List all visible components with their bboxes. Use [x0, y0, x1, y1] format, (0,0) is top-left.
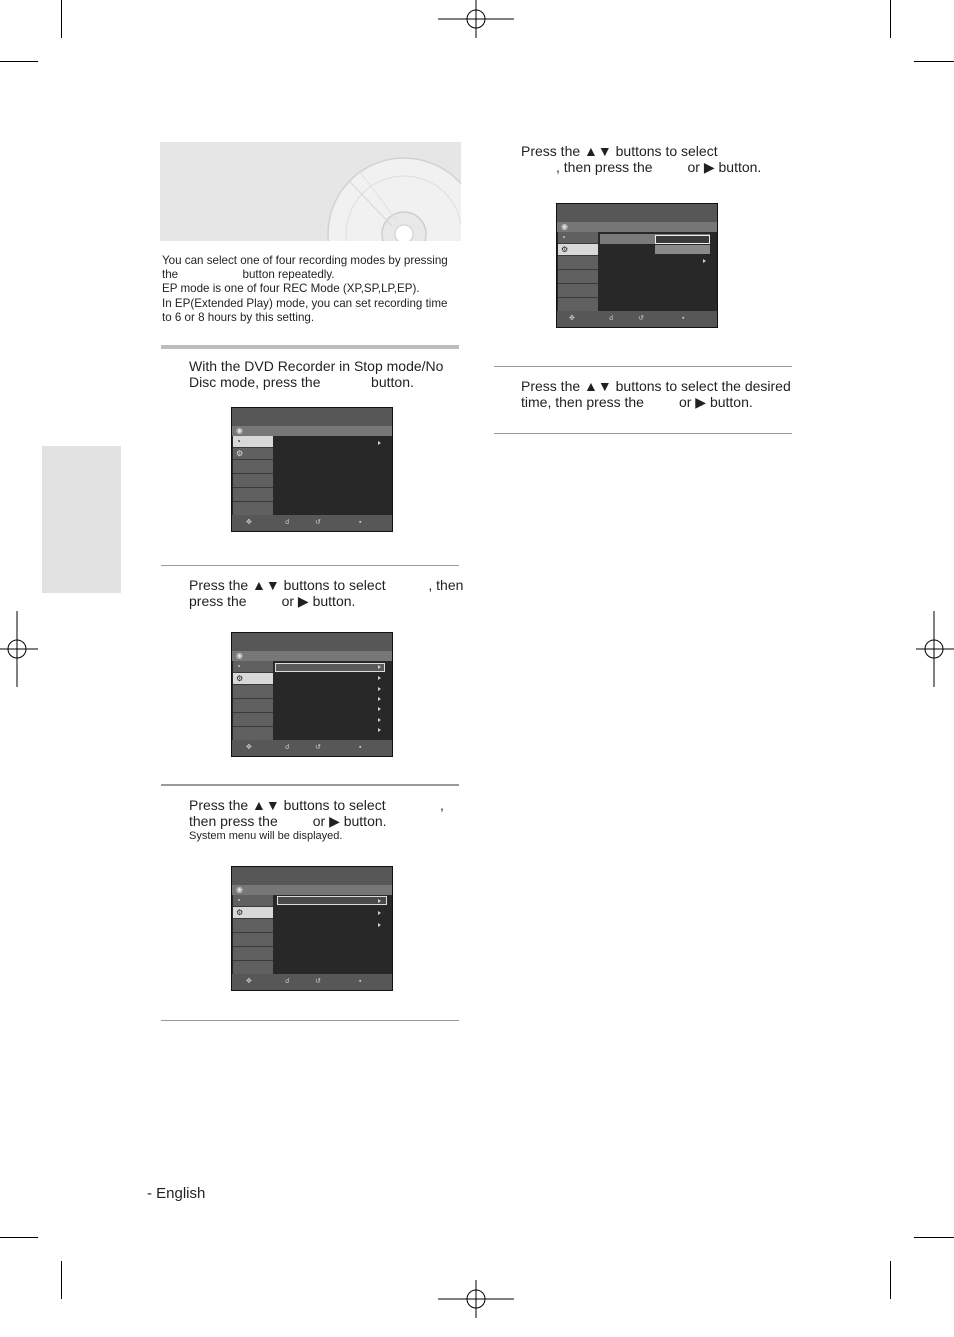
- gear-icon: ⚙: [236, 674, 244, 683]
- step-divider: [161, 1020, 459, 1021]
- osd-screen-menu: [231, 407, 393, 532]
- chapter-side-tab: [42, 446, 121, 593]
- intro-line: In EP(Extended Play) mode, you can set recording time: [162, 296, 448, 310]
- crop-mark: [61, 0, 62, 38]
- arrow-right-icon: [378, 687, 381, 691]
- clock-icon: ◔: [236, 896, 241, 905]
- arrow-right-icon: [378, 676, 381, 680]
- osd-screen-system: [231, 866, 393, 991]
- arrow-right-icon: [378, 697, 381, 701]
- disc-icon: ◉: [236, 426, 243, 435]
- osd-footer: [557, 311, 717, 327]
- move-icon: ✥: [569, 315, 575, 322]
- step-2-text: Press the ▲▼ buttons to select , then press the or ▶ button.: [189, 577, 464, 609]
- osd-selection-bar: [277, 896, 387, 905]
- disc-icon: ◉: [236, 651, 243, 660]
- osd-sidebar: [558, 232, 598, 312]
- osd-sidebar: [233, 436, 273, 516]
- back-icon: ↺: [315, 519, 321, 526]
- arrow-right-icon: [378, 728, 381, 732]
- arrow-right-icon: [378, 718, 381, 722]
- disc-icon: ◉: [561, 222, 568, 231]
- crop-mark: [0, 1237, 38, 1238]
- gear-icon: ⚙: [236, 908, 244, 917]
- arrow-right-icon: [378, 899, 381, 903]
- section-banner: [160, 142, 461, 241]
- back-icon: ↺: [315, 978, 321, 985]
- osd-sidebar: [233, 895, 273, 975]
- osd-popup-option: [655, 235, 710, 244]
- back-icon: ↺: [315, 744, 321, 751]
- step-3-text: Press the ▲▼ buttons to select , then press the or ▶ button. System menu will be displayed.: [189, 797, 444, 842]
- registration-mark-icon: [878, 611, 954, 687]
- osd-screen-setup: [231, 632, 393, 757]
- osd-popup-option: [655, 245, 710, 254]
- osd-footer: [232, 740, 392, 756]
- disc-icon: ◉: [236, 885, 243, 894]
- section-divider: [161, 345, 459, 349]
- move-icon: ✥: [246, 744, 252, 751]
- intro-line: the button repeatedly.: [162, 268, 335, 282]
- exit-icon: ▪: [359, 978, 362, 985]
- registration-mark-icon: [0, 611, 76, 687]
- arrow-right-icon: [378, 911, 381, 915]
- ok-icon: ☌: [285, 744, 290, 751]
- exit-icon: ▪: [682, 315, 685, 322]
- registration-mark-icon: [438, 0, 514, 76]
- arrow-right-icon: [378, 665, 381, 669]
- step-divider: [494, 366, 792, 367]
- move-icon: ✥: [246, 978, 252, 985]
- clock-icon: ◔: [236, 437, 241, 446]
- crop-mark: [890, 0, 891, 38]
- ok-icon: ☌: [609, 315, 614, 322]
- registration-mark-icon: [438, 1261, 514, 1337]
- clock-icon: ◔: [236, 662, 241, 671]
- gear-icon: ⚙: [236, 449, 244, 458]
- clock-icon: ◔: [561, 233, 566, 242]
- gear-icon: ⚙: [561, 245, 569, 254]
- step-1-text: With the DVD Recorder in Stop mode/No Disc mode, press the button.: [189, 358, 444, 390]
- crop-mark: [914, 1237, 954, 1238]
- step-divider: [494, 433, 792, 434]
- arrow-right-icon: [378, 923, 381, 927]
- crop-mark: [0, 61, 38, 62]
- arrow-right-icon: [378, 707, 381, 711]
- osd-screen-ep-time: [556, 203, 718, 328]
- osd-selection-bar: [275, 663, 385, 672]
- step-4-text: Press the ▲▼ buttons to select , then press the or ▶ button.: [521, 143, 762, 175]
- arrow-right-icon: [703, 259, 706, 263]
- ok-icon: ☌: [285, 978, 290, 985]
- crop-mark: [890, 1261, 891, 1299]
- exit-icon: ▪: [359, 744, 362, 751]
- arrow-right-icon: [378, 441, 381, 445]
- ok-icon: ☌: [285, 519, 290, 526]
- intro-line: to 6 or 8 hours by this setting.: [162, 310, 315, 324]
- crop-mark: [61, 1261, 62, 1299]
- osd-footer: [232, 515, 392, 531]
- intro-text: [162, 254, 460, 325]
- intro-line: You can select one of four recording modes by pressing: [162, 254, 448, 267]
- step-divider: [161, 565, 459, 566]
- move-icon: ✥: [246, 519, 252, 526]
- step-5-text: Press the ▲▼ buttons to select the desired time, then press the or ▶ button.: [521, 378, 791, 410]
- page-label: - English: [147, 1185, 206, 1202]
- step-divider: [161, 784, 459, 786]
- intro-line: EP mode is one of four REC Mode (XP,SP,LP,EP).: [162, 282, 420, 296]
- crop-mark: [914, 61, 954, 62]
- back-icon: ↺: [638, 315, 644, 322]
- osd-footer: [232, 974, 392, 990]
- exit-icon: ▪: [359, 519, 362, 526]
- disc-icon: [160, 142, 461, 241]
- osd-sidebar: [233, 661, 273, 741]
